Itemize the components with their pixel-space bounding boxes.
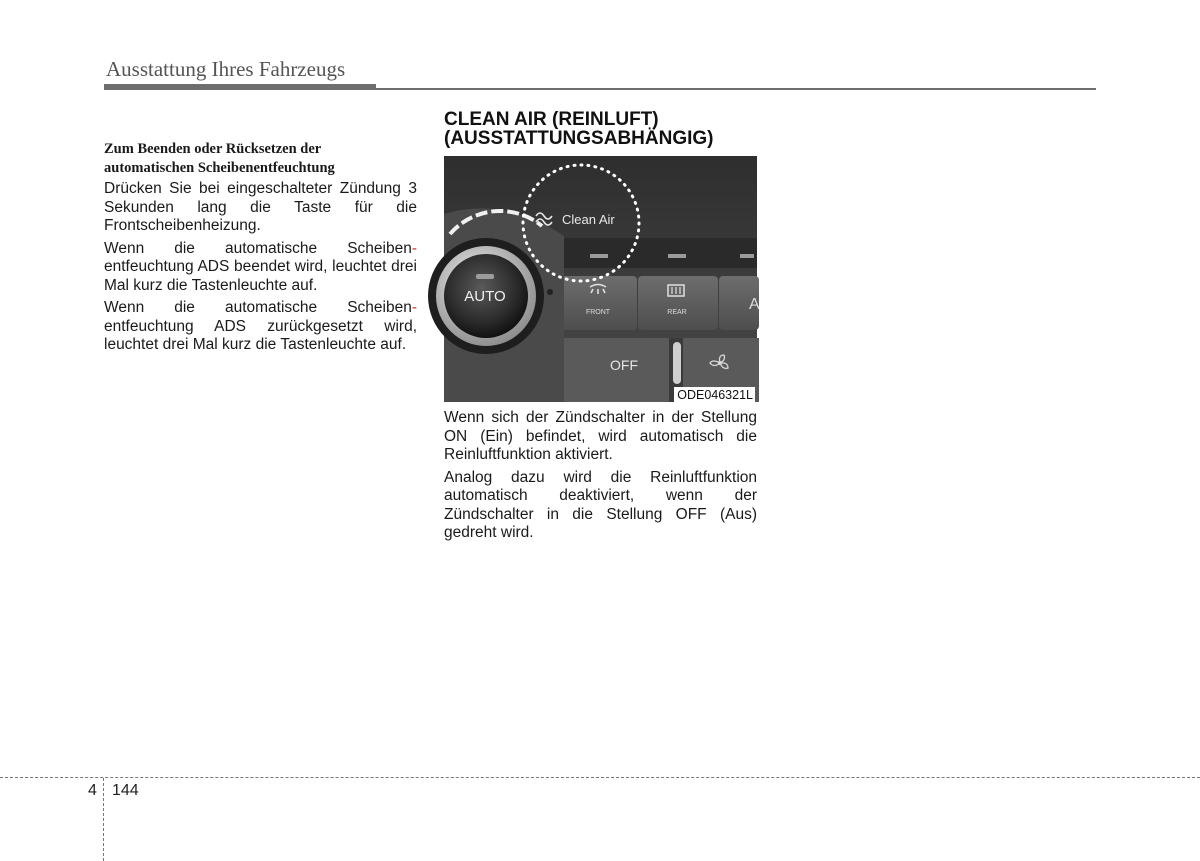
paragraph-text: entfeuchtung ADS zurückgesetzt wird, leuchtet drei Mal kurz die Tastenleuchte auf. xyxy=(104,317,417,353)
knob-dot xyxy=(547,289,553,295)
section-title-line1: CLEAN AIR (REINLUFT) xyxy=(444,109,659,130)
off-label: OFF xyxy=(610,357,638,373)
hyphen-mark: - xyxy=(411,239,417,257)
paragraph: Drücken Sie bei eingeschalteter Zündung 3 Sekunden lang die Taste für die Frontscheibenheizung. xyxy=(104,180,417,234)
left-column xyxy=(104,140,417,359)
paragraph xyxy=(104,299,417,355)
subheading-line1: Zum Beenden oder Rücksetzen der xyxy=(104,141,322,157)
page-number: 144 xyxy=(112,782,139,799)
climate-control-figure xyxy=(444,156,760,402)
climate-panel-illustration xyxy=(444,156,760,402)
auto-indicator xyxy=(476,274,494,279)
paragraph-text: Wenn die automatische Scheiben xyxy=(104,239,412,257)
figure-code: ODE046321L xyxy=(674,387,755,402)
paragraph-text: entfeuchtung ADS beendet wird, leuchtet drei Mal kurz die Tastenleuchte auf. xyxy=(104,258,417,294)
middle-column xyxy=(444,109,760,547)
paragraph: Wenn sich der Zündschalter in der Stellung ON (Ein) befindet, wird automatisch die Reinluftfunktion aktiviert. xyxy=(444,409,757,463)
section-title xyxy=(444,110,757,148)
clean-air-label: Clean Air xyxy=(562,212,615,227)
rear-label: REAR xyxy=(667,309,687,316)
paragraph: Analog dazu wird die Reinluftfunktion automatisch deaktiviert, wenn der Zündschalter in die Stellung OFF (Aus) gedreht wird. xyxy=(444,468,757,541)
section-title-line2: (AUSSTATTUNGSABHÄNGIG) xyxy=(444,128,714,149)
hyphen-mark: - xyxy=(411,299,417,316)
subheading-line2: automatischen Scheibenentfeuchtung xyxy=(104,160,335,176)
indicator-led xyxy=(740,254,754,258)
running-header: Ausstattung Ihres Fahrzeugs xyxy=(106,57,346,81)
indicator-led xyxy=(668,254,686,258)
header-rule-thick xyxy=(104,84,376,90)
slider-handle xyxy=(673,342,681,384)
auto-label: AUTO xyxy=(464,288,506,305)
footer-rule xyxy=(0,777,1200,778)
partial-label: A xyxy=(749,296,760,313)
chapter-number: 4 xyxy=(88,782,97,799)
footer-vertical-rule xyxy=(103,778,104,861)
paragraph xyxy=(104,240,417,296)
front-label: FRONT xyxy=(585,309,611,316)
rear-defrost-button xyxy=(638,276,718,330)
header-rule-thin xyxy=(376,88,1096,90)
indicator-led xyxy=(590,254,608,258)
subheading xyxy=(104,140,417,178)
paragraph-text: Wenn die automatische Scheiben xyxy=(104,299,412,316)
